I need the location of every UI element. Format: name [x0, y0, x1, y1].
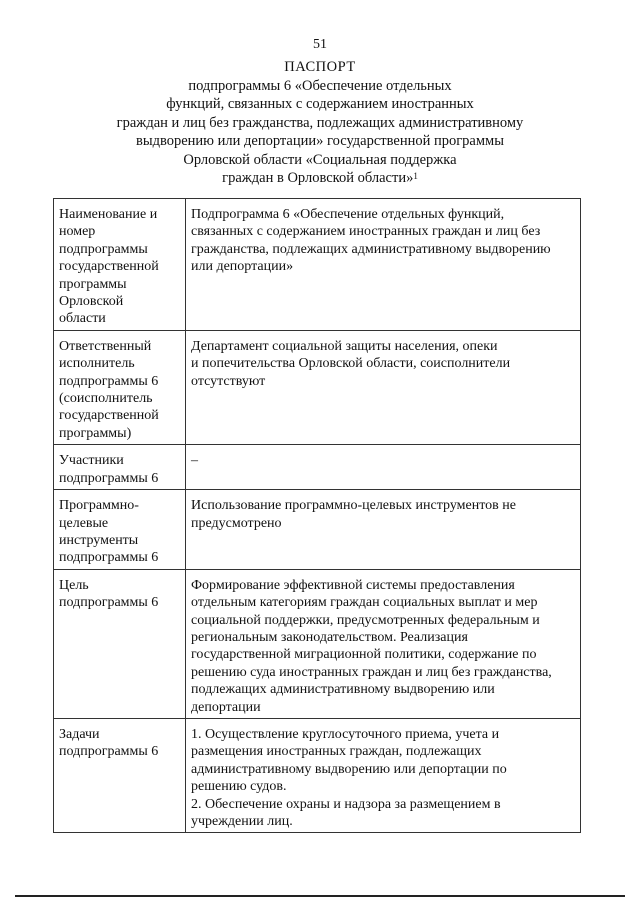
- row-value-line: депортации: [191, 699, 261, 715]
- row-value-cell: [186, 330, 581, 444]
- row-label-line: (соисполнитель: [59, 391, 153, 407]
- row-label-line: инструменты: [59, 532, 139, 548]
- row-value-line: отсутствуют: [191, 373, 266, 389]
- table-row: [54, 445, 581, 490]
- row-label-line: подпрограммы 6: [59, 550, 159, 566]
- row-label-line: Ответственный: [59, 338, 152, 354]
- row-label-cell: [54, 445, 186, 490]
- header-line: подпрограммы 6 «Обеспечение отдельных: [188, 77, 452, 94]
- header-line-text: граждан в Орловской области»: [222, 170, 414, 186]
- row-label-line: подпрограммы: [59, 241, 148, 257]
- row-label-line: подпрограммы 6: [59, 595, 159, 611]
- row-label-line: подпрограммы 6: [59, 373, 159, 389]
- row-value-cell: [186, 490, 581, 570]
- row-value-cell: [186, 199, 581, 331]
- row-value-line: гражданства, подлежащих административному выдворению: [191, 241, 551, 257]
- row-value-line: государственной миграционной политики, содержание по: [191, 647, 537, 663]
- row-value-line: и попечительства Орловской области, соисполнители: [191, 356, 511, 372]
- row-label-cell: [54, 490, 186, 570]
- row-value-line: Формирование эффективной системы предоставления: [191, 577, 515, 593]
- row-label-line: Задачи: [59, 726, 100, 742]
- document-title: ПАСПОРТ: [284, 59, 356, 75]
- row-label-line: Цель: [59, 577, 89, 593]
- row-label-line: исполнитель: [59, 356, 135, 372]
- row-value-line: административному выдворению или депортации по: [191, 761, 507, 777]
- passport-header: [60, 58, 580, 188]
- table-row: [54, 330, 581, 444]
- footnote-mark: 1: [413, 171, 418, 181]
- row-label-line: Программно-: [59, 498, 139, 514]
- row-label-cell: [54, 569, 186, 718]
- row-value-cell: [186, 569, 581, 718]
- header-line: Орловской области «Социальная поддержка: [183, 151, 457, 168]
- row-value-line: решению судов.: [191, 779, 287, 795]
- row-label-cell: [54, 718, 186, 832]
- row-value-line: –: [191, 453, 198, 469]
- row-value-line: связанных с содержанием иностранных граждан и лиц без: [191, 224, 541, 240]
- row-label-cell: [54, 199, 186, 331]
- row-label-line: подпрограммы 6: [59, 470, 159, 486]
- row-value-line: Подпрограмма 6 «Обеспечение отдельных функций,: [191, 207, 505, 222]
- passport-table: [53, 198, 581, 833]
- row-value-line: или депортации»: [191, 259, 294, 275]
- row-label-line: государственной: [59, 259, 159, 275]
- row-label-line: государственной: [59, 408, 159, 424]
- table-row: [54, 569, 581, 718]
- header-line: функций, связанных с содержанием иностранных: [166, 96, 474, 112]
- row-value-cell: [186, 445, 581, 490]
- row-value-line: 1. Осуществление круглосуточного приема, учета и: [191, 726, 500, 742]
- row-value-line: региональным законодательством. Реализация: [191, 629, 468, 645]
- row-value-line: Департамент социальной защиты населения, опеки: [191, 338, 498, 354]
- row-label-line: Участники: [59, 453, 124, 469]
- bottom-divider: [15, 895, 625, 897]
- row-label-line: области: [59, 311, 106, 327]
- table-row: [54, 718, 581, 832]
- table-row: [54, 490, 581, 570]
- row-label-cell: [54, 330, 186, 444]
- row-label-line: программы: [59, 276, 127, 292]
- row-value-line: Использование программно-целевых инструментов не: [191, 498, 516, 514]
- row-value-line: предусмотрено: [191, 515, 282, 531]
- header-line: граждан и лиц без гражданства, подлежащих административному: [116, 114, 524, 131]
- row-value-line: решению суда иностранных граждан и лиц без гражданства,: [191, 664, 552, 680]
- row-value-line: отдельным категориям граждан социальных выплат и мер: [191, 595, 538, 611]
- header-line: выдворению или депортации» государственной программы: [136, 133, 504, 149]
- row-label-line: Наименование и: [59, 207, 158, 222]
- row-value-line: подлежащих административному выдворению или: [191, 682, 495, 698]
- row-value-line: размещения иностранных граждан, подлежащих: [191, 744, 482, 760]
- row-value-line: социальной поддержки, предусмотренных федеральным и: [191, 612, 540, 628]
- header-line-last: [60, 169, 580, 188]
- row-value-line: 2. Обеспечение охраны и надзора за размещением в: [191, 796, 501, 812]
- table-row: [54, 199, 581, 331]
- row-label-line: программы): [59, 425, 132, 441]
- row-label-line: Орловской: [59, 294, 124, 310]
- row-label-line: целевые: [59, 515, 109, 531]
- row-value-line: учреждении лиц.: [191, 814, 293, 829]
- page-number: 51: [313, 37, 327, 52]
- row-label-line: номер: [59, 224, 96, 240]
- row-value-cell: [186, 718, 581, 832]
- passport-table-body: [54, 199, 581, 833]
- row-label-line: подпрограммы 6: [59, 744, 159, 760]
